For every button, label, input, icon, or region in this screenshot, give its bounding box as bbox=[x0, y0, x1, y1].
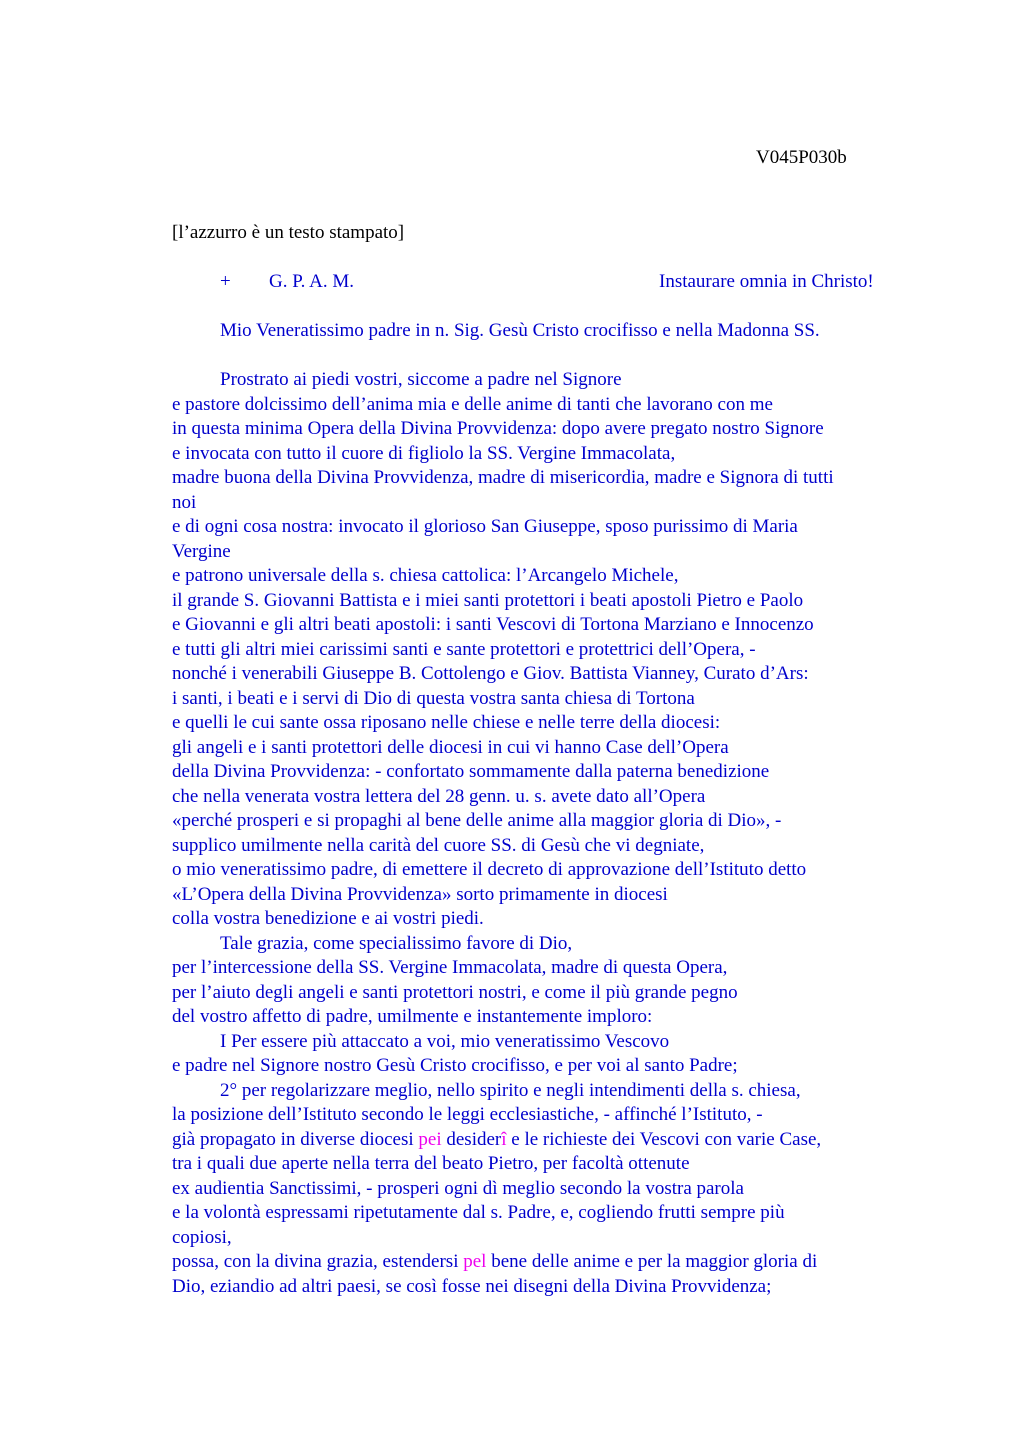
printed-text: della Divina Provvidenza: - confortato sommamente dalla paterna benedizione bbox=[172, 761, 770, 782]
printed-text: e le richieste dei Vescovi con varie Case, bbox=[506, 1128, 822, 1150]
letter-line bbox=[172, 1054, 892, 1079]
printed-text: e padre nel Signore nostro Gesù Cristo crocifisso, e per voi al santo Padre; bbox=[172, 1055, 738, 1076]
letter-line bbox=[172, 442, 892, 467]
printed-text: la posizione dell’Istituto secondo le leggi ecclesiastiche, - affinché l’Istituto, - bbox=[172, 1104, 763, 1125]
printed-text: e la volontà espressami ripetutamente dal s. Padre, e, cogliendo frutti sempre più bbox=[172, 1202, 785, 1223]
header-motto: Instaurare omnia in Christo! bbox=[659, 271, 874, 292]
handwritten-correction: pel bbox=[463, 1251, 487, 1272]
letter-line bbox=[172, 711, 892, 736]
letter-line bbox=[172, 1201, 892, 1226]
header-initials: G. P. A. M. bbox=[269, 271, 354, 292]
letter-line bbox=[172, 417, 892, 442]
letter-line bbox=[172, 981, 892, 1006]
printed-text: «perché prosperi e si propaghi al bene delle anime alla maggior gloria di Dio», - bbox=[172, 810, 782, 831]
printed-text: e pastore dolcissimo dell’anima mia e delle anime di tanti che lavorano con me bbox=[172, 393, 773, 415]
printed-text: nonché i venerabili Giuseppe B. Cottolengo e Giov. Battista Vianney, Curato d’Ars: bbox=[172, 663, 809, 684]
letter-line bbox=[172, 858, 892, 883]
letter-line bbox=[172, 760, 892, 785]
letter-line bbox=[172, 368, 892, 393]
printed-text: madre buona della Divina Provvidenza, madre di misericordia, madre e Signora di tutti bbox=[172, 467, 834, 488]
letter-line bbox=[172, 1250, 892, 1275]
printed-text: tra i quali due aperte nella terra del beato Pietro, per facoltà ottenute bbox=[172, 1153, 690, 1174]
printed-text: gli angeli e i santi protettori delle diocesi in cui vi hanno Case dell’Opera bbox=[172, 736, 729, 758]
printed-text: I Per essere più attaccato a voi, mio veneratissimo Vescovo bbox=[220, 1030, 670, 1052]
printed-text: Tale grazia, come specialissimo favore di Dio, bbox=[220, 932, 573, 954]
letter-line bbox=[172, 785, 892, 810]
letter-line bbox=[172, 907, 892, 932]
letter-line bbox=[172, 1177, 892, 1202]
printed-text: e patrono universale della s. chiesa cattolica: l’Arcangelo Michele, bbox=[172, 565, 679, 586]
printed-text: il grande S. Giovanni Battista e i miei santi protettori i beati apostoli Pietro e Paolo bbox=[172, 589, 804, 611]
letter-line bbox=[172, 1275, 892, 1300]
printed-text: ex audientia Sanctissimi, - prosperi ogni dì meglio secondo la vostra parola bbox=[172, 1177, 744, 1199]
printed-text: per l’aiuto degli angeli e santi protettori nostri, e come il più grande pegno bbox=[172, 981, 738, 1003]
printed-text: o mio veneratissimo padre, di emettere il decreto di approvazione dell’Istituto detto bbox=[172, 859, 807, 880]
letter-line bbox=[172, 1079, 892, 1104]
printed-text: noi bbox=[172, 491, 197, 513]
letter-line bbox=[172, 613, 892, 638]
document-reference: V045P030b bbox=[756, 147, 847, 168]
letter-body bbox=[172, 368, 892, 1299]
printed-text: e Giovanni e gli altri beati apostoli: i santi Vescovi di Tortona Marziano e Innocenzo bbox=[172, 614, 814, 635]
printed-text: Prostrato ai piedi vostri, siccome a padre nel Signore bbox=[220, 369, 622, 390]
letter-line bbox=[172, 1005, 892, 1030]
salutation: Mio Veneratissimo padre in n. Sig. Gesù Cristo crocifisso e nella Madonna SS. bbox=[220, 320, 820, 341]
letter-line bbox=[172, 515, 892, 540]
printed-text: desider bbox=[441, 1128, 502, 1150]
letter-line bbox=[172, 1226, 892, 1251]
letter-line bbox=[172, 466, 892, 491]
letter-line bbox=[172, 956, 892, 981]
printed-text: «L’Opera della Divina Provvidenza» sorto primamente in diocesi bbox=[172, 883, 668, 905]
printed-text: possa, con la divina grazia, estendersi bbox=[172, 1251, 464, 1272]
editorial-note: [l’azzurro è un testo stampato] bbox=[172, 222, 405, 243]
printed-text: e invocata con tutto il cuore di figliolo la SS. Vergine Immacolata, bbox=[172, 442, 676, 464]
letter-line bbox=[172, 540, 892, 565]
printed-text: i santi, i beati e i servi di Dio di questa vostra santa chiesa di Tortona bbox=[172, 687, 695, 709]
letter-line bbox=[172, 834, 892, 859]
letter-line bbox=[172, 638, 892, 663]
letter-line bbox=[172, 1030, 892, 1055]
printed-text: Vergine bbox=[172, 540, 231, 562]
letter-line bbox=[172, 589, 892, 614]
letter-line bbox=[172, 809, 892, 834]
letter-line bbox=[172, 491, 892, 516]
letter-line bbox=[172, 1152, 892, 1177]
printed-text: colla vostra benedizione e ai vostri piedi. bbox=[172, 908, 484, 929]
cross-symbol: + bbox=[220, 271, 231, 292]
letter-line bbox=[172, 1103, 892, 1128]
printed-text: copiosi, bbox=[172, 1226, 232, 1248]
printed-text: 2° per regolarizzare meglio, nello spirito e negli intendimenti della s. chiesa, bbox=[220, 1079, 801, 1101]
printed-text: e di ogni cosa nostra: invocato il glorioso San Giuseppe, sposo purissimo di Maria bbox=[172, 516, 798, 537]
printed-text: bene delle anime e per la maggior gloria di bbox=[486, 1251, 818, 1272]
letter-line bbox=[172, 564, 892, 589]
letter-line bbox=[172, 736, 892, 761]
printed-text: Dio, eziandio ad altri paesi, se così fosse nei disegni della Divina Provvidenza; bbox=[172, 1275, 772, 1297]
printed-text: in questa minima Opera della Divina Provvidenza: dopo avere pregato nostro Signore bbox=[172, 418, 824, 439]
letter-line bbox=[172, 687, 892, 712]
handwritten-correction: pei bbox=[418, 1128, 442, 1150]
printed-text: e tutti gli altri miei carissimi santi e sante protettori e protettrici dell’Opera, - bbox=[172, 638, 756, 660]
letter-line bbox=[172, 932, 892, 957]
printed-text: supplico umilmente nella carità del cuore SS. di Gesù che vi degniate, bbox=[172, 834, 705, 856]
handwritten-correction: î bbox=[501, 1128, 507, 1150]
printed-text: del vostro affetto di padre, umilmente e instantemente imploro: bbox=[172, 1006, 653, 1027]
printed-text: per l’intercessione della SS. Vergine Immacolata, madre di questa Opera, bbox=[172, 957, 728, 978]
letter-line bbox=[172, 883, 892, 908]
letter-line bbox=[172, 1128, 892, 1153]
letter-line bbox=[172, 393, 892, 418]
printed-text: che nella venerata vostra lettera del 28 genn. u. s. avete dato all’Opera bbox=[172, 785, 706, 807]
printed-text: e quelli le cui sante ossa riposano nelle chiese e nelle terre della diocesi: bbox=[172, 712, 721, 733]
printed-text: già propagato in diverse diocesi bbox=[172, 1128, 419, 1150]
letter-line bbox=[172, 662, 892, 687]
